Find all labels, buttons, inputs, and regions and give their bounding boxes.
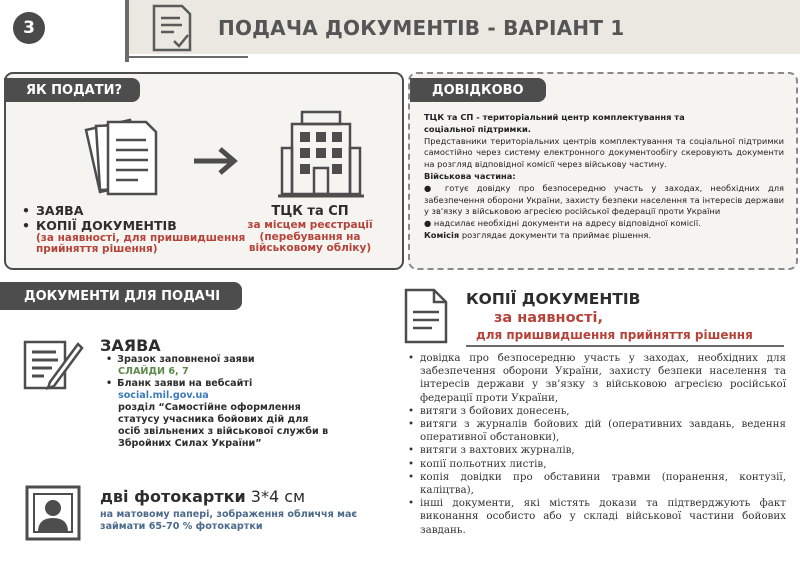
copies-list	[408, 352, 786, 537]
list-item: • витяги з журналів бойових дій (оперативних завдань, ведення оперативної обстановки),	[408, 418, 786, 444]
copies-divider	[466, 345, 784, 347]
header-underline	[128, 56, 248, 58]
page-title: ПОДАЧА ДОКУМЕНТІВ - ВАРІАНТ 1	[218, 16, 625, 40]
copies-subheading: за наявності,	[494, 310, 604, 326]
form-section: розділ “Самостійне оформлення статусу учасника бойових дій для осіб звільнених з військової служби в Збройних Силах України”	[118, 402, 329, 449]
list-item: • витяги з бойових донесень,	[408, 405, 786, 418]
zayava-title: ЗАЯВА	[100, 336, 161, 355]
target-note: за місцем реєстрації (перебування на військовому обліку)	[247, 219, 373, 254]
reference-description: Представники територіальних центрів комплектування та соціальної підтримки самостійно через систему електронного документообігу скеровують документи на розгляд відповідної комісії через військову частину.	[424, 135, 784, 170]
reference-commission: Комісія розглядає документи та приймає рішення.	[424, 229, 651, 240]
submit-items-list	[22, 203, 262, 255]
copies-subheading-2: для пришвидшення прийняття рішення	[476, 328, 753, 342]
reference-unit-item: ● готує довідку про безпосередню участь у заходах, необхідних для забезпечення оборони України, захисту безпеки населення та інтересів держави у зв'язку з військовою агресією російської федерації проти України	[424, 182, 784, 217]
building-icon	[278, 108, 364, 200]
person-photo-icon	[24, 484, 82, 542]
step-number-badge: 3	[13, 12, 45, 44]
list-item: • копії польотних листів,	[408, 458, 786, 471]
arrow-right-icon	[192, 146, 240, 176]
target-title: ТЦК та СП	[271, 204, 349, 219]
reference-text	[424, 112, 784, 242]
photo-title: дві фотокартки 3*4 см	[100, 487, 306, 506]
documents-stack-icon	[78, 112, 170, 202]
copies-heading: КОПІЇ ДОКУМЕНТІВ	[466, 290, 641, 308]
submit-item-zayava: • ЗАЯВА	[22, 203, 262, 218]
reference-unit-title: Військова частина:	[424, 170, 516, 181]
photo-note: на матовому папері, зображення обличчя має займати 65-70 % фотокартки	[100, 509, 358, 532]
list-item: • витяги з вахтових журналів,	[408, 444, 786, 457]
zayava-details	[106, 354, 332, 450]
sample-slides: СЛАЙДИ 6, 7	[118, 366, 189, 377]
reference-heading: ДОВІДКОВО	[410, 78, 546, 102]
form-website-link[interactable]: social.mil.gov.ua	[118, 390, 209, 401]
list-item: • довідка про безпосередню участь у заходах, необхідних для забезпечення оборони України, захисту безпеки населення та інтересів держави у зв’язку з військовою агресією російської федерації проти України,	[408, 352, 786, 405]
documents-heading: ДОКУМЕНТИ ДЛЯ ПОДАЧІ	[0, 282, 242, 310]
how-to-submit-heading: ЯК ПОДАТИ?	[4, 78, 140, 102]
list-item: • інші документи, які містять докази та підтверджують факт виконання особисто або у складі військової частини бойових завдань.	[408, 497, 786, 537]
document-check-icon	[150, 4, 194, 52]
submit-item-copies: • КОПІЇ ДОКУМЕНТІВ	[22, 218, 262, 233]
reference-definition: ТЦК та СП - територіальний центр комплектування та соціальної підтримки.	[424, 112, 685, 134]
page-icon	[402, 288, 450, 344]
header-divider	[125, 0, 129, 62]
sample-label: • Зразок заповненої заяви	[106, 354, 332, 366]
reference-unit-item: ● надсилає необхідні документи на адресу відповідної комісії.	[424, 218, 701, 229]
form-pen-icon	[22, 334, 84, 392]
submit-items-note: (за наявності, для пришвидшення прийняття рішення)	[36, 232, 246, 255]
form-label: • Бланк заяви на вебсайті	[106, 378, 332, 390]
list-item: • копія довідки про обставини травми (поранення, контузії, каліцтва),	[408, 471, 786, 497]
